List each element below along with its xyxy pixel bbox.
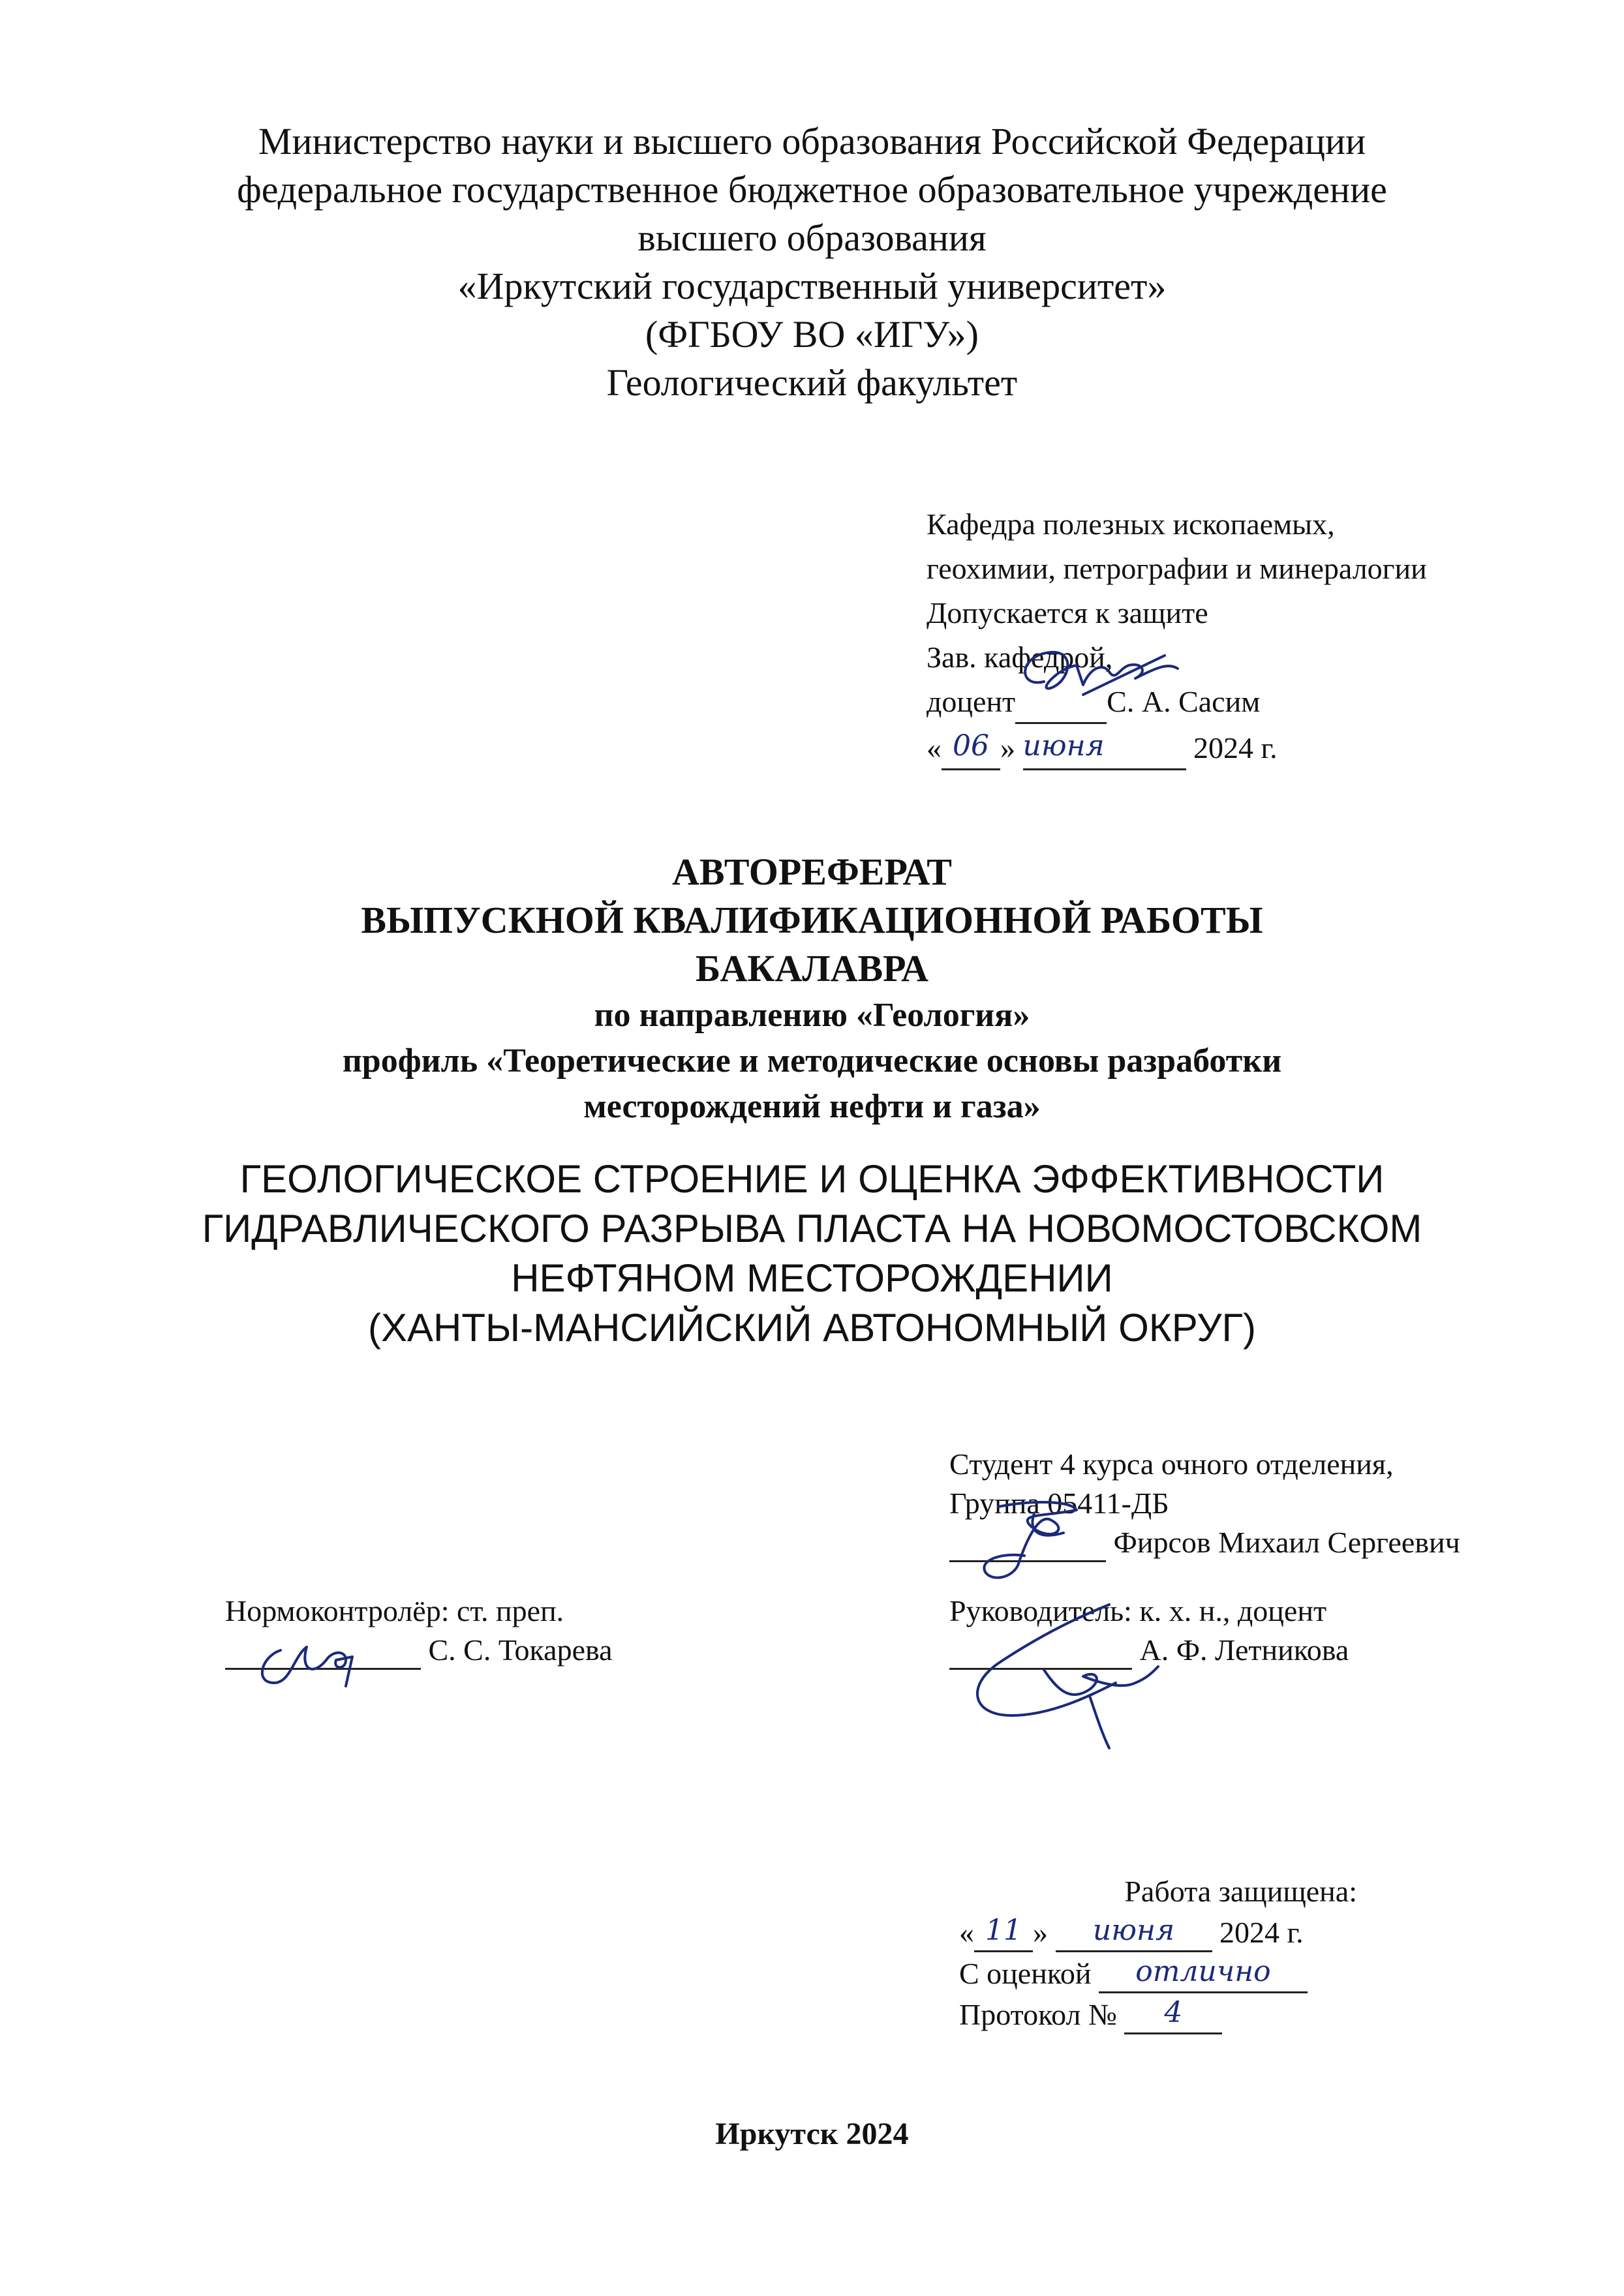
city-year: Иркутск 2024 <box>715 2117 909 2151</box>
title-line-5: профиль «Теоретические и методические основы разработки <box>342 1042 1282 1080</box>
head-position: доцент <box>927 685 1016 718</box>
normcontrol-signature <box>254 1631 385 1689</box>
supervisor-name: А. Ф. Летникова <box>1139 1633 1349 1667</box>
normcontrol-label: Нормоконтролёр: ст. преп. <box>225 1594 564 1627</box>
title-line-2: ВЫПУСКНОЙ КВАЛИФИКАЦИОННОЙ РАБОТЫ <box>361 899 1263 941</box>
approval-date-day: 06 <box>942 724 1000 770</box>
faculty-line: Геологический факультет <box>606 361 1018 404</box>
topic-line-3: НЕФТЯНОМ МЕСТОРОЖДЕНИИ <box>511 1256 1113 1300</box>
approval-date-line: « 06 » июня 2024 г. <box>927 724 1427 770</box>
institution-type-line: федеральное государственное бюджетное образовательное учреждение <box>237 168 1387 211</box>
student-name: Фирсов Михаил Сергеевич <box>1113 1526 1460 1559</box>
defense-block <box>959 1872 1357 2034</box>
university-abbrev-line: (ФГБОУ ВО «ИГУ») <box>645 313 979 355</box>
protocol-value: 4 <box>1124 1993 1222 2034</box>
department-line-1: Кафедра полезных ископаемых, <box>927 507 1335 541</box>
defense-date-day: 11 <box>974 1911 1033 1952</box>
topic-line-2: ГИДРАВЛИЧЕСКОГО РАЗРЫВА ПЛАСТА НА НОВОМОСТОВСКОМ <box>202 1207 1422 1250</box>
defense-label: Работа защищена: <box>1124 1875 1357 1908</box>
thesis-topic <box>0 1155 1624 1353</box>
head-name: С. А. Сасим <box>1107 685 1261 718</box>
title-line-6: месторождений нефти и газа» <box>583 1088 1041 1125</box>
student-course-line: Студент 4 курса очного отделения, <box>949 1447 1394 1481</box>
supervisor-signature <box>959 1592 1174 1755</box>
institution-header <box>0 117 1624 407</box>
normcontrol-name: С. С. Токарева <box>428 1633 613 1667</box>
title-line-1: АВТОРЕФЕРАТ <box>672 851 952 893</box>
grade-line <box>959 1952 1357 1993</box>
student-signature <box>966 1494 1109 1592</box>
grade-value: отлично <box>1099 1952 1308 1993</box>
department-line-2: геохимии, петрографии и минералогии <box>927 552 1427 585</box>
protocol-line <box>959 1993 1357 2034</box>
student-group-line: Группа 05411-ДБ <box>949 1487 1169 1520</box>
head-title-line: Зав. кафедрой, <box>927 641 1113 674</box>
head-signature <box>1005 642 1187 714</box>
title-line-3: БАКАЛАВРА <box>695 947 929 989</box>
approval-date-year: 2024 г. <box>1193 731 1278 764</box>
defense-date-year: 2024 г. <box>1219 1916 1304 1949</box>
topic-line-1: ГЕОЛОГИЧЕСКОЕ СТРОЕНИЕ И ОЦЕНКА ЭФФЕКТИВНОСТИ <box>239 1157 1385 1201</box>
defense-date-month: июня <box>1056 1911 1212 1952</box>
protocol-label: Протокол № <box>959 1998 1117 2031</box>
university-name-line: «Иркутский государственный университет» <box>457 265 1167 307</box>
grade-label: С оценкой <box>959 1957 1092 1990</box>
admitted-line: Допускается к защите <box>927 596 1208 629</box>
approval-date-month: июня <box>1023 724 1186 770</box>
education-level-line: высшего образования <box>637 217 987 259</box>
abstract-title <box>0 848 1624 1130</box>
title-line-4: по направлению «Геология» <box>594 997 1030 1034</box>
ministry-line: Министерство науки и высшего образования Российской Федерации <box>258 120 1366 162</box>
defense-date-line: « 11 » июня 2024 г. <box>959 1911 1357 1952</box>
approval-block <box>927 502 1427 770</box>
supervisor-label: Руководитель: к. х. н., доцент <box>949 1594 1327 1627</box>
topic-line-4: (ХАНТЫ-МАНСИЙСКИЙ АВТОНОМНЫЙ ОКРУГ) <box>368 1306 1256 1350</box>
